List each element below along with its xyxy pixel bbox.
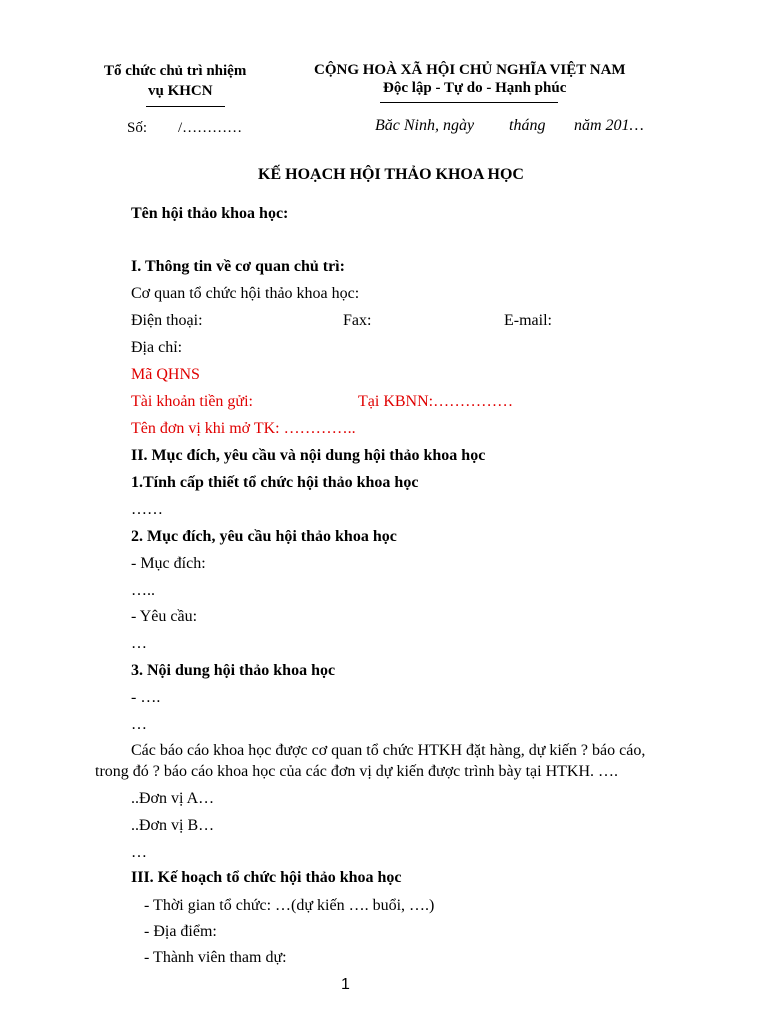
nation-title: CỘNG HOÀ XÃ HỘI CHỦ NGHĨA VIỆT NAM — [314, 62, 626, 78]
placeholder-dots: … — [131, 844, 147, 861]
section-1-title: I. Thông tin về cơ quan chủ trì: — [131, 258, 345, 275]
fax-label: Fax: — [343, 312, 372, 329]
subsection-3-title: 3. Nội dung hội thảo khoa học — [131, 662, 336, 679]
treasury-label: Tại KBNN:…………… — [358, 393, 514, 410]
placeholder-dots: ….. — [131, 582, 155, 599]
report-paragraph-line2: trong đó ? báo cáo khoa học của các đơn vị dự kiến được trình bày tại HTKH. …. — [95, 763, 618, 780]
unit-name-label: Tên đơn vị khi mở TK: ………….. — [131, 420, 356, 437]
section-3-title: III. Kế hoạch tổ chức hội thảo khoa học — [131, 869, 402, 886]
participants-item: - Thành viên tham dự: — [144, 949, 287, 966]
unit-a: ..Đơn vị A… — [131, 790, 215, 807]
document-title: KẾ HOẠCH HỘI THẢO KHOA HỌC — [258, 166, 524, 183]
organizer-label: Cơ quan tổ chức hội thảo khoa học: — [131, 285, 360, 302]
date-year: năm 201… — [574, 117, 644, 134]
deposit-account-label: Tài khoản tiền gửi: — [131, 393, 253, 410]
seminar-name-label: Tên hội thảo khoa học: — [131, 205, 289, 222]
email-label: E-mail: — [504, 312, 552, 329]
page-number: 1 — [341, 976, 350, 993]
org-name-line1: Tổ chức chủ trì nhiệm — [104, 63, 247, 79]
address-label: Địa chỉ: — [131, 339, 183, 356]
subsection-2-title: 2. Mục đích, yêu cầu hội thảo khoa học — [131, 528, 397, 545]
subsection-1-title: 1.Tính cấp thiết tổ chức hội thảo khoa học — [131, 474, 419, 491]
date-month: tháng — [509, 117, 546, 134]
content-item: - …. — [131, 689, 161, 706]
purpose-label: - Mục đích: — [131, 555, 206, 572]
motto-underline — [380, 102, 558, 103]
phone-label: Điện thoại: — [131, 312, 203, 329]
date-place: Băc Ninh, ngày — [375, 117, 475, 134]
time-item: - Thời gian tổ chức: …(dự kiến …. buổi, ….) — [144, 897, 435, 914]
qhns-code-label: Mã QHNS — [131, 366, 200, 383]
org-name-line2: vụ KHCN — [148, 83, 213, 99]
location-item: - Địa điểm: — [144, 923, 217, 940]
placeholder-dots: … — [131, 635, 147, 652]
requirement-label: - Yêu cầu: — [131, 608, 198, 625]
so-value: /………… — [178, 120, 243, 136]
unit-b: ..Đơn vị B… — [131, 817, 215, 834]
section-2-title: II. Mục đích, yêu cầu và nội dung hội thảo khoa học — [131, 447, 486, 464]
report-paragraph-line1: Các báo cáo khoa học được cơ quan tổ chức HTKH đặt hàng, dự kiến ? báo cáo, — [131, 742, 646, 759]
so-label: Số: — [127, 120, 148, 136]
nation-motto: Độc lập - Tự do - Hạnh phúc — [383, 80, 567, 96]
placeholder-dots: … — [131, 716, 147, 733]
placeholder-dots: …… — [131, 501, 163, 518]
org-underline — [146, 106, 225, 107]
